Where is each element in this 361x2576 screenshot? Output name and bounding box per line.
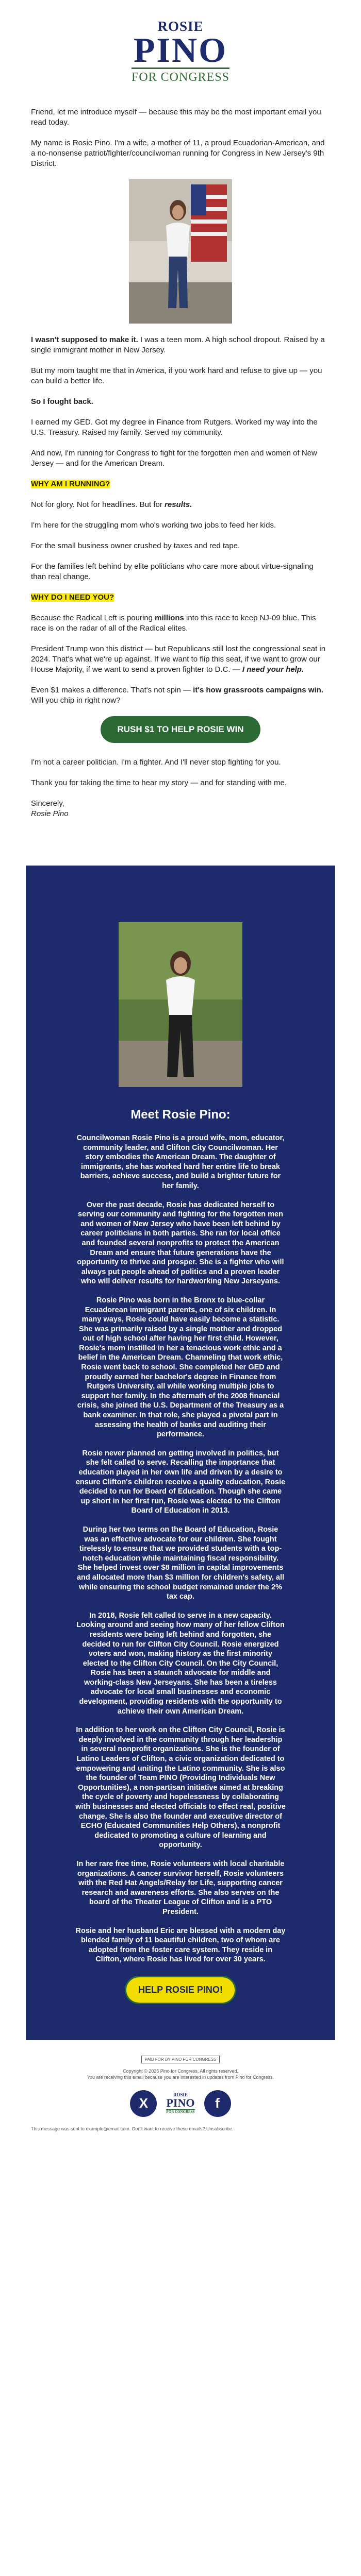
bold-phrase: millions <box>155 614 184 622</box>
letter-paragraph: I earned my GED. Got my degree in Finance from Rutgers. Worked my way into the U.S. Treasury. Raised my family. Served my community. <box>31 418 318 437</box>
bio-paragraph: In 2018, Rosie felt called to serve in a new capacity. Looking around and seeing how many of her fellow Clifton residents were being left behind and forgotten, she decided to run for Clifton City Council. Rosie energized voters and won, making history as the first minority elected to the Clifton City Council. On the City Council, Rosie has been a staunch advocate for middle and working-class New Jerseyans. She has been a tireless advocate for local small businesses and economic development, providing residents with the opportunity to achieve their own American Dream. <box>76 1611 285 1716</box>
bio-title: Meet Rosie Pino: <box>130 1108 231 1122</box>
social-links <box>15 2090 346 2117</box>
bio-paragraph: In her rare free time, Rosie volunteers with local charitable organizations. A cancer survivor herself, Rosie volunteers with the Red Hat Angels/Relay for Life, supporting cancer research and awareness efforts. She also serves on the board of the Theater League of Clifton and is a PTO President. <box>76 1859 285 1916</box>
letter-paragraph <box>31 644 330 675</box>
letter <box>15 84 346 819</box>
help-rosie-button[interactable]: HELP ROSIE PINO! <box>125 1976 236 2004</box>
facebook-icon[interactable]: f <box>204 2090 231 2117</box>
letter-text: Even $1 makes a difference. That's not spin — <box>31 686 193 694</box>
letter-paragraph <box>31 613 330 634</box>
bottom-spacer <box>15 2131 346 2162</box>
section-heading <box>31 592 330 603</box>
bio-paragraph: Rosie never planned on getting involved in politics, but she felt called to serve. Recalling the importance that education played in her own life and driven by a desire to ensure Clifton's children receive a quality education, Rosie decided to run for Board of Education. Though she came up short in her first run, Rosie was elected to the Clifton Board of Education in 2013. <box>75 1449 286 1515</box>
highlight-heading: WHY AM I RUNNING? <box>31 480 110 488</box>
section-heading <box>31 479 330 489</box>
rush-donate-button[interactable]: RUSH $1 TO HELP ROSIE WIN <box>101 716 260 743</box>
bio-paragraph: Councilwoman Rosie Pino is a proud wife, mom, educator, community leader, and Clifton City Councilwoman. Her story embodies the American Dream. The daughter of immigrants, she has worked hard her entire life to break barriers, achieve success, and build a brighter future for her family. <box>76 1134 285 1190</box>
footer <box>15 2040 346 2117</box>
email-body <box>15 0 346 2162</box>
x-icon[interactable]: X <box>130 2090 157 2117</box>
rosie-photo <box>129 179 232 324</box>
signoff-text: Sincerely, <box>31 799 64 808</box>
logo-last-name: PINO <box>134 30 227 70</box>
footer-logo-last: PINO <box>166 2096 195 2110</box>
logo-first-name: ROSIE <box>157 19 204 34</box>
letter-paragraph: But my mom taught me that in America, if you work hard and refuse to give up — you can build a better life. <box>31 366 322 385</box>
letter-paragraph: For the families left behind by elite politicians who care more about virtue-signaling than real change. <box>31 562 314 581</box>
logo-subtitle: FOR CONGRESS <box>132 67 229 84</box>
letter-paragraph: For the small business owner crushed by taxes and red tape. <box>31 541 240 550</box>
letter-paragraph <box>31 685 330 706</box>
letter-text: I was a teen mom. A high school dropout. Raised by a single immigrant mother in New Jersey. <box>31 335 325 354</box>
footer-logo-sub: FOR CONGRESS <box>166 2110 195 2114</box>
bold-phrase: I wasn't supposed to make it. <box>31 335 138 344</box>
bio-section <box>26 866 335 2040</box>
letter-paragraph: My name is Rosie Pino. I'm a wife, a mother of 11, a proud Ecuadorian-American, and a no-nonsense patriot/fighter/councilwoman running for Congress in New Jersey's 9th District. <box>31 139 325 168</box>
letter-text: Will you chip in right now? <box>31 696 121 705</box>
bold-phrase: I need your help. <box>242 665 304 674</box>
signature: Rosie Pino <box>31 809 69 818</box>
letter-paragraph: Friend, let me introduce myself — because this may be the most important email you read today. <box>31 108 321 127</box>
bio-paragraph: Over the past decade, Rosie has dedicated herself to serving our community and fighting for the forgotten men and women of New Jersey who have been left behind by career politicians in both parties. She ran for local office and founded several nonprofits to protect the American Dream and ensure that future generations have the opportunity to thrive and prosper. She is a fighter who will always put people ahead of politics and a proven leader who will deliver results for hardworking New Jerseyans. <box>77 1200 284 1286</box>
letter-paragraph: I'm here for the struggling mom who's working two jobs to feed her kids. <box>31 521 276 530</box>
bold-phrase: So I fought back. <box>31 397 93 406</box>
signoff <box>31 799 330 819</box>
bold-phrase: results. <box>165 500 192 509</box>
letter-text: Not for glory. Not for headlines. But for <box>31 500 165 509</box>
bio-paragraph: During her two terms on the Board of Education, Rosie was an effective advocate for our children. She fought tirelessly to ensure that we provided students with a top-notch education while maintaining fiscal responsibility. She helped invest over $8 million in capital improvements and allocated more than $3 million for children's safety, all while ensuring the school budget remained under the 2% tax cap. <box>76 1525 285 1601</box>
bio-paragraph: In addition to her work on the Clifton City Council, Rosie is deeply involved in the community through her leadership in several nonprofit organizations. She is the founder of Latino Leaders of Clifton, a civic organization dedicated to empowering and uniting the Latino community. She is also the founder of Team PINO (Providing Individuals New Opportunities), a non-partisan initiative aimed at breaking the cycle of poverty and hopelessness by collaborating with businesses and elected officials to effect real, positive change. She is also the founder and executive director of ECHO (Educated Communities Help Others), a nonprofit dedicated to promoting a culture of learning and opportunity. <box>75 1726 286 1850</box>
bold-phrase: it's how grassroots campaigns win. <box>193 686 323 694</box>
letter-text: Because the Radical Left is pouring <box>31 614 155 622</box>
letter-paragraph: Thank you for taking the time to hear my story — and for standing with me. <box>31 778 287 787</box>
letter-text: into this race to keep NJ-09 blue. This race is on the radar of all of the Radical elites. <box>31 614 316 633</box>
rosie-portrait <box>119 922 242 1087</box>
campaign-logo <box>15 0 346 84</box>
bio-paragraph: Rosie Pino was born in the Bronx to blue-collar Ecuadorean immigrant parents, one of six children. In many ways, Rosie could have easily become a statistic. She was primarily raised by a single mother and dropped out of high school after having her first child. However, Rosie's mom instilled in her a tenacious work ethic and a belief in the American Dream. Channeling that work ethic, Rosie went back to school. She completed her GED and proudly earned her bachelor's degree in Finance from Rutgers University, all while working multiple jobs to support her family. In the aftermath of the 2008 financial crisis, she joined the U.S. Department of the Treasury as a bank examiner. In that role, she played a pivotal part in assessing the health of banks and auditing their performance. <box>77 1296 284 1439</box>
letter-paragraph: And now, I'm running for Congress to fight for the forgotten men and women of New Jersey — and for the American Dream. <box>31 449 317 468</box>
bio-paragraph: Rosie and her husband Eric are blessed with a modern day blended family of 11 beautiful children, two of whom are adopted from the foster care system. They reside in Clifton, where Rosie has lived for over 30 years. <box>75 1926 286 1964</box>
letter-text: President Trump won this district — but Republicans still lost the congressional seat in 2024. That's what we're up against. If we want to flip this seat, if we want to grow our House Majority, if we want to send a proven fighter to D.C. — <box>31 645 326 674</box>
letter-paragraph <box>31 335 330 355</box>
footer-logo[interactable] <box>166 2093 194 2114</box>
letter-paragraph <box>31 397 330 407</box>
letter-paragraph <box>31 500 330 510</box>
copyright: Copyright © 2025 Pino for Congress, All rights reserved. <box>123 2068 238 2074</box>
footer-logo-first: ROSIE <box>173 2092 188 2098</box>
letter-paragraph: I'm not a career politician. I'm a fighter. And I'll never stop fighting for you. <box>31 758 281 767</box>
unsubscribe-note[interactable]: This message was sent to example@email.com. Don't want to receive these emails? Unsubscribe. <box>31 2126 234 2131</box>
subscription-reason: You are receiving this email because you are interested in updates from Pino for Congress. <box>87 2074 274 2080</box>
paid-for-disclaimer: PAID FOR BY PINO FOR CONGRESS <box>141 2056 220 2063</box>
highlight-heading: WHY DO I NEED YOU? <box>31 593 114 602</box>
